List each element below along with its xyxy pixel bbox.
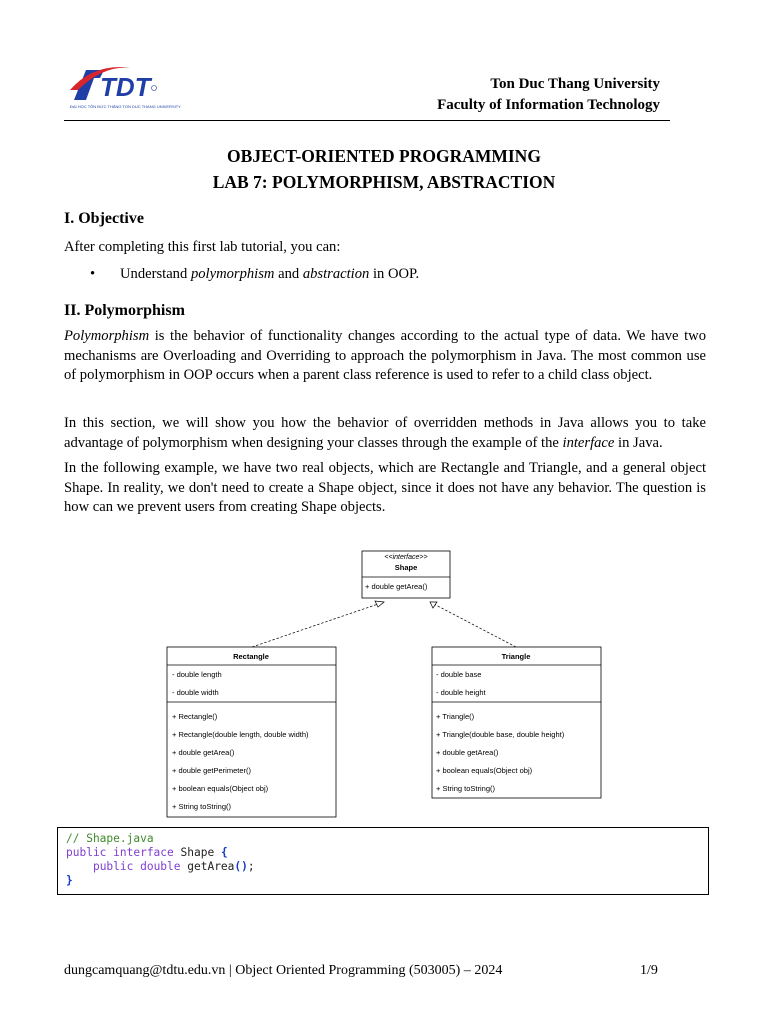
uml-interface-shape (362, 551, 450, 598)
triangle-attr-2: - double height (436, 688, 486, 697)
logo-text: TDT (100, 72, 151, 102)
polymorphism-paragraph-2: In this section, we will show you how the behavior of overridden methods in Java allows you to take advantage of polymorphism when designing your classes through the example of the interface in Java. (64, 415, 706, 451)
rectangle-method-1: + Rectangle() (172, 712, 218, 721)
uml-class-rectangle (167, 647, 336, 817)
realization-arrows (252, 601, 516, 647)
class-name-rectangle: Rectangle (233, 652, 269, 661)
uml-class-diagram (160, 545, 610, 811)
code-block-shape-java: // Shape.java public interface Shape { public double getArea(); } (57, 827, 709, 895)
rectangle-method-2: + Rectangle(double length, double width) (172, 730, 309, 739)
interface-name: Shape (394, 563, 418, 572)
triangle-attr-1: - double base (436, 670, 482, 679)
rectangle-method-5: + boolean equals(Object obj) (172, 784, 269, 793)
uml-class-triangle (432, 647, 601, 798)
logo-subtext: ĐẠI HỌC TÔN ĐỨC THẮNG TON DUC THANG UNIVERSITY (70, 104, 181, 109)
interface-method: + double getArea() (365, 582, 428, 591)
code-comment: // Shape.java (66, 832, 154, 845)
header-divider (64, 120, 670, 121)
class-name-triangle: Triangle (501, 652, 531, 661)
objective-intro: After completing this first lab tutorial, you can: (64, 239, 341, 255)
header-institution (437, 74, 660, 116)
doc-title-line1: OBJECT-ORIENTED PROGRAMMING (227, 146, 541, 166)
rectangle-attr-1: - double length (172, 670, 222, 679)
page-number: 1/9 (640, 963, 658, 978)
triangle-method-1: + Triangle() (436, 712, 475, 721)
rectangle-method-6: + String toString() (172, 802, 231, 811)
footer-text: dungcamquang@tdtu.edu.vn | Object Oriented Programming (503005) – 2024 (64, 963, 503, 978)
university-logo (64, 60, 181, 116)
triangle-method-4: + boolean equals(Object obj) (436, 766, 533, 775)
university-name: Ton Duc Thang University (490, 76, 660, 92)
polymorphism-paragraph-3: In the following example, we have two real objects, which are Rectangle and Triangle, and a general object Shape. In reality, we don't need to create a Shape object, since it does not have any behavior. The question is how can we prevent users from creating Shape objects. (64, 460, 706, 516)
triangle-method-5: + String toString() (436, 784, 495, 793)
triangle-method-3: + double getArea() (436, 748, 499, 757)
triangle-method-2: + Triangle(double base, double height) (436, 730, 565, 739)
doc-title-line2: LAB 7: POLYMORPHISM, ABSTRACTION (212, 172, 556, 192)
section-objective-heading: I. Objective (64, 210, 144, 227)
faculty-name: Faculty of Information Technology (437, 97, 660, 113)
objective-bullet: • Understand polymorphism and abstraction in OOP. (90, 266, 420, 282)
interface-stereotype: <<interface>> (384, 554, 428, 561)
rectangle-method-3: + double getArea() (172, 748, 235, 757)
bullet-marker: • (90, 266, 96, 282)
polymorphism-paragraph-1: Polymorphism is the behavior of functionality changes according to the actual type of data. We have two mechanisms are Overloading and Overriding to approach the polymorphism in Java. The most common use of polymorphism in OOP occurs when a parent class reference is used to refer to a child class object. (64, 328, 706, 384)
section-polymorphism-heading: II. Polymorphism (64, 302, 185, 319)
rectangle-method-4: + double getPerimeter() (172, 766, 251, 775)
rectangle-attr-2: - double width (172, 688, 219, 697)
